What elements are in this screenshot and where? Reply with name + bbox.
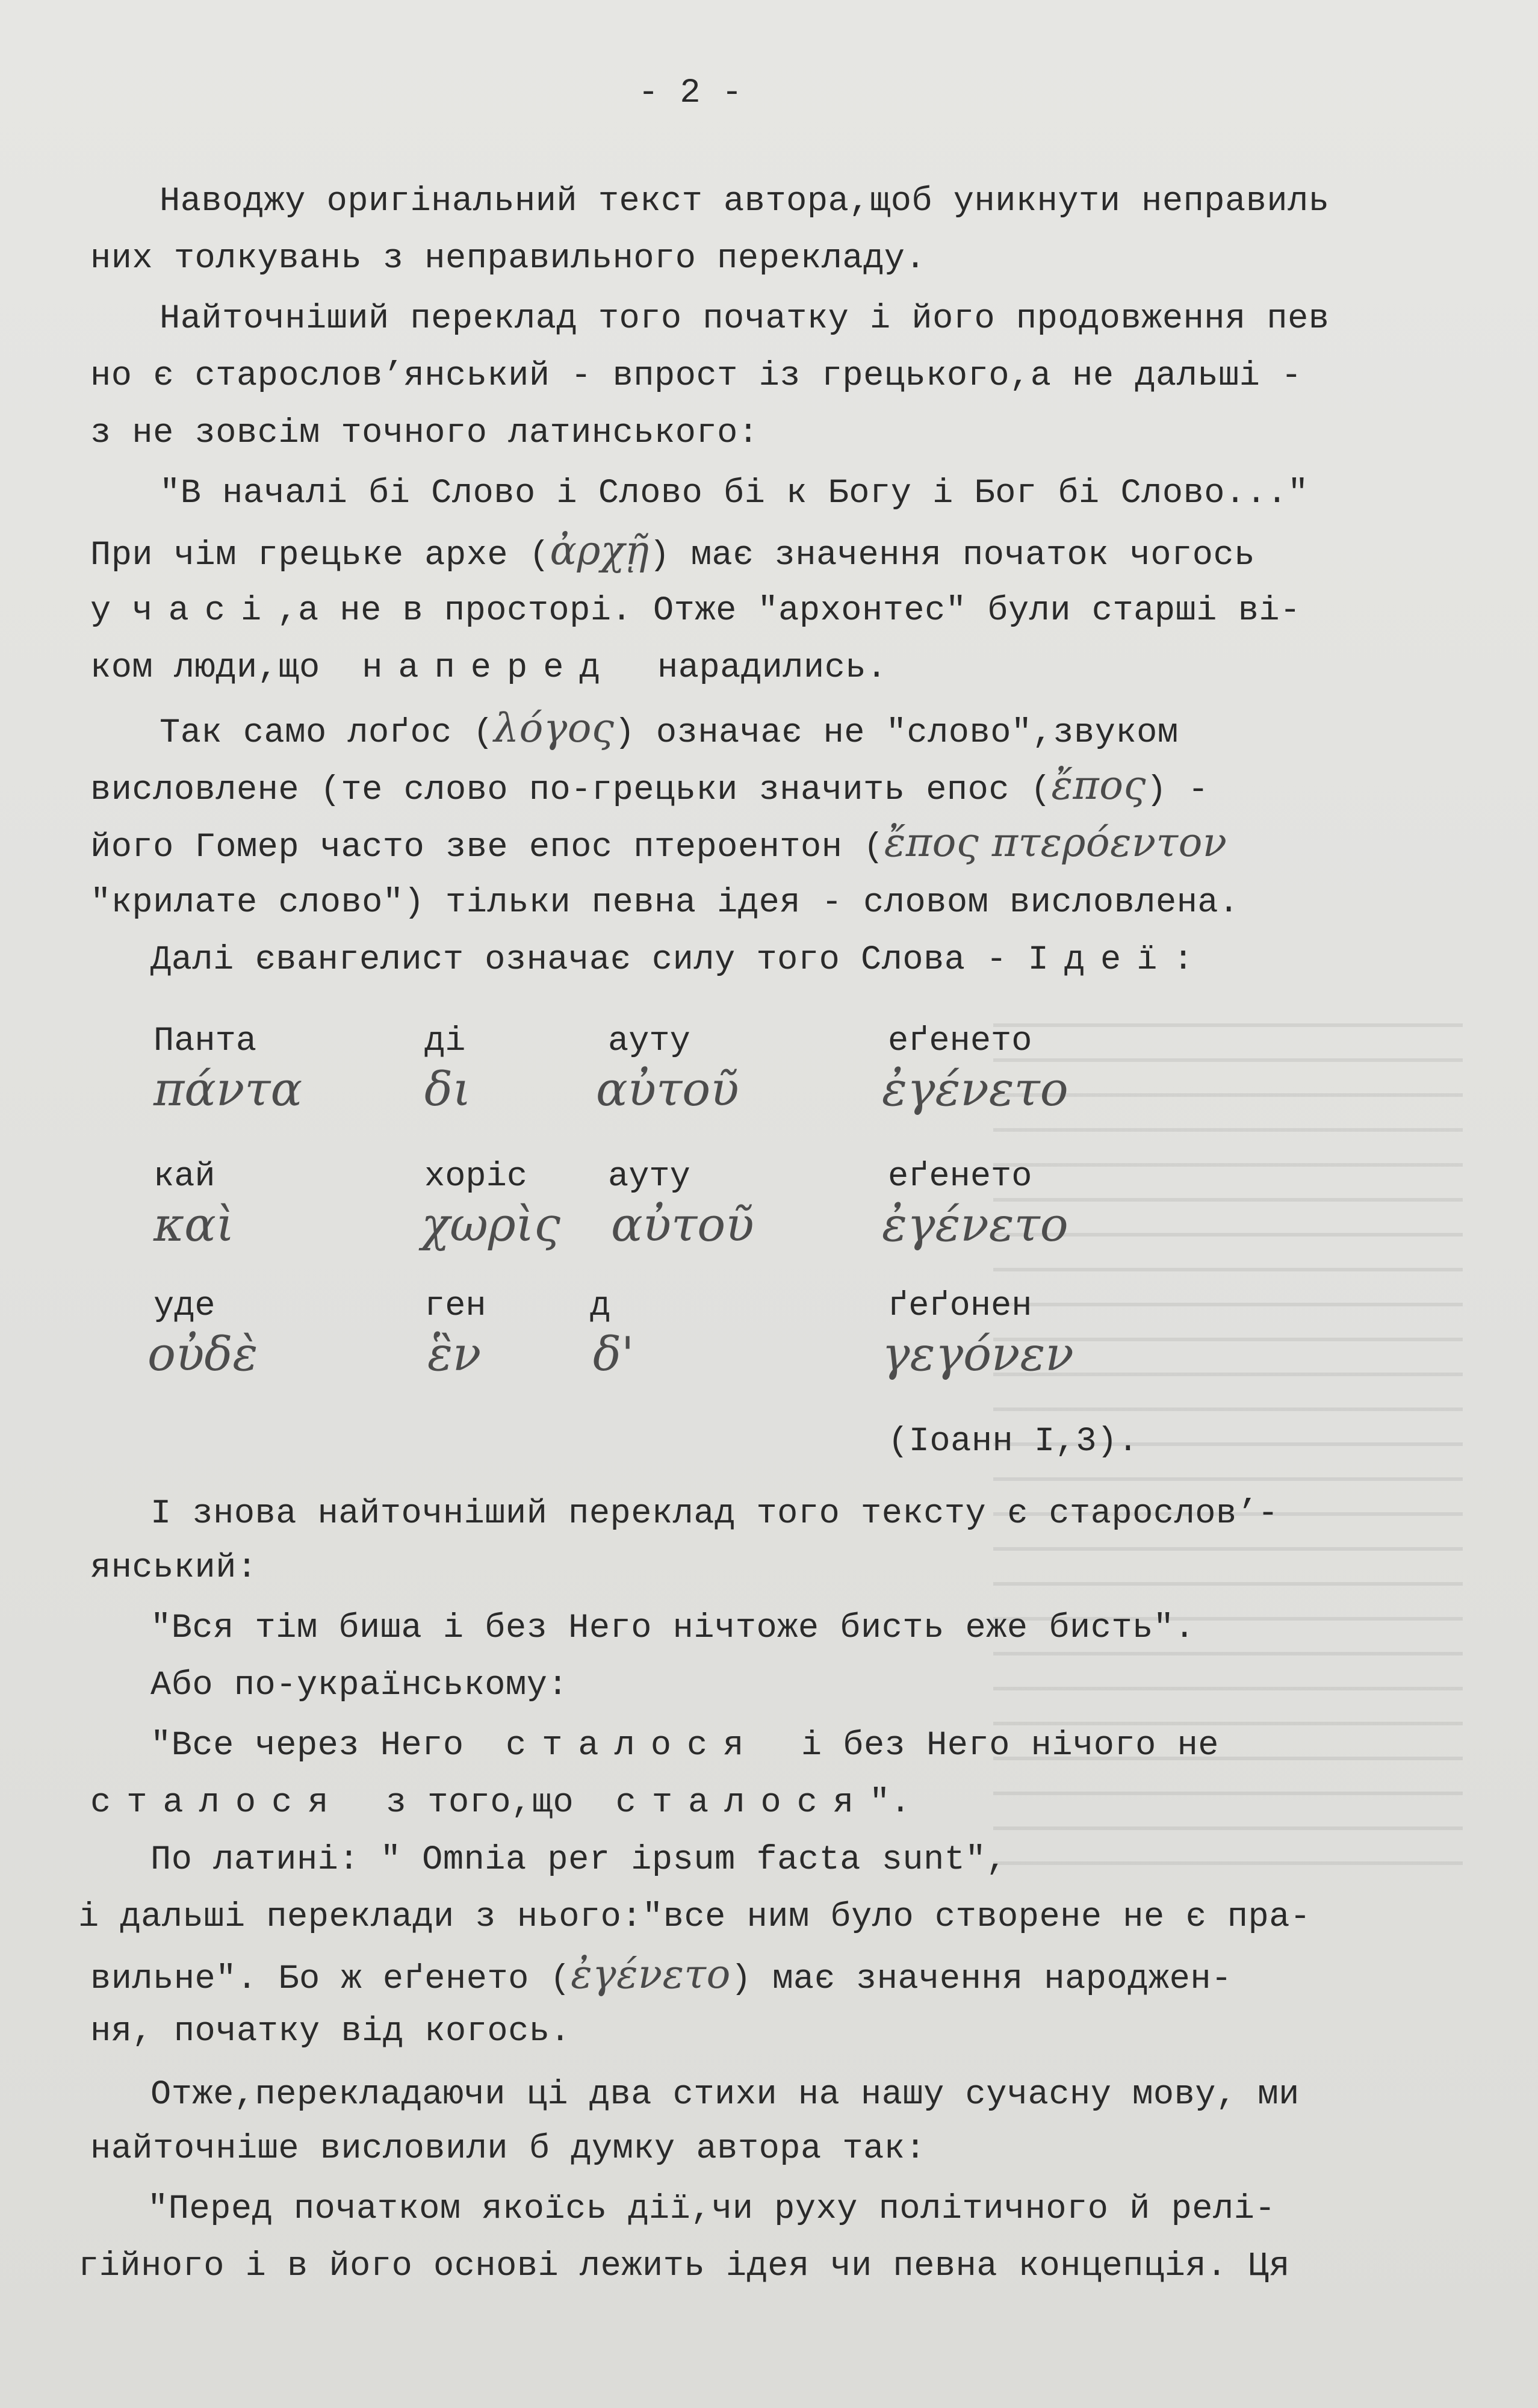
text-line: вильне". Бо ж еґенето (ἐγένετο) має значення народжен- bbox=[90, 1951, 1232, 1999]
text-line: янський: bbox=[90, 1549, 258, 1587]
greek-word: ἀρχῇ bbox=[550, 527, 650, 574]
text-line: І знова найточніший переклад того тексту є старослов’- bbox=[150, 1495, 1279, 1533]
translit-word: ді bbox=[424, 1022, 466, 1061]
greek-word: καὶ bbox=[153, 1198, 235, 1252]
greek-word: γεγόνεν bbox=[882, 1327, 1074, 1382]
greek-word: ἐγένετο bbox=[571, 1951, 731, 1997]
text-line: "Вся тім биша і без Него нічтоже бисть еже бисть". bbox=[150, 1609, 1195, 1648]
greek-word: αὐτοῦ bbox=[611, 1198, 754, 1252]
greek-word: χωρὶς bbox=[421, 1198, 560, 1252]
translit-word: Панта bbox=[153, 1022, 257, 1061]
translit-word: хоріс bbox=[424, 1158, 528, 1196]
text-line: висловлене (те слово по-грецьки значить епос (ἔπος) - bbox=[90, 762, 1209, 810]
citation: (Іоанн І,3). bbox=[888, 1423, 1139, 1461]
translit-word: ауту bbox=[608, 1022, 690, 1061]
text-line: них толкувань з неправильного перекладу. bbox=[90, 240, 926, 278]
greek-word: πάντα bbox=[153, 1063, 303, 1117]
text-line: гійного і в його основі лежить ідея чи певна концепція. Ця bbox=[78, 2247, 1290, 2286]
text-line: "Перед початком якоїсь дії,чи руху політичного й релі- bbox=[147, 2190, 1276, 2229]
text-line: у часі,а не в просторі. Отже "архонтес" були старші ві- bbox=[90, 592, 1301, 630]
text-line: При чім грецьке архе (ἀρχῇ) має значення початок чогось bbox=[90, 527, 1255, 575]
translit-word: д bbox=[590, 1287, 611, 1326]
text-line: Найточніший переклад того початку і його продовження пев bbox=[160, 300, 1330, 338]
text-line: "В началі бі Слово і Слово бі к Богу і Бог бі Слово..." bbox=[160, 474, 1309, 513]
text-line: його Гомер часто зве епос птероентон (ἔπος πτερόεντον bbox=[90, 819, 1227, 867]
greek-word: οὐδὲ bbox=[147, 1327, 258, 1382]
text-line: По латині: " Omnia per ipsum facta sunt", bbox=[150, 1841, 1007, 1879]
text-line: і дальші переклади з нього:"все ним було створене не є пра- bbox=[78, 1898, 1311, 1937]
translit-word: еґенето bbox=[888, 1022, 1032, 1061]
translit-word: уде bbox=[153, 1287, 216, 1326]
greek-word: ἓν bbox=[427, 1327, 482, 1382]
translit-word: еґенето bbox=[888, 1158, 1032, 1196]
text-line: ком люди,що наперед нарадились. bbox=[90, 649, 887, 687]
spaced-word: сталося bbox=[506, 1727, 760, 1765]
text-line: Так само лоґос (λόγος) означає не "слово",звуком bbox=[160, 705, 1179, 752]
greek-word: ἐγένετο bbox=[882, 1198, 1068, 1252]
translit-word: ауту bbox=[608, 1158, 690, 1196]
spaced-word: часі bbox=[132, 592, 278, 630]
text-line: Отже,перекладаючи ці два стихи на нашу сучасну мову, ми bbox=[150, 2076, 1300, 2114]
text-line: Або по-українському: bbox=[150, 1666, 569, 1705]
spaced-word: Ідеї bbox=[1028, 941, 1173, 979]
page-number: - 2 - bbox=[638, 74, 743, 113]
translit-word: кай bbox=[153, 1158, 216, 1196]
spaced-word: сталося bbox=[90, 1784, 344, 1822]
greek-word: δ' bbox=[593, 1327, 634, 1382]
translit-word: ген bbox=[424, 1287, 486, 1326]
text-line: ня, початку від когось. bbox=[90, 2012, 571, 2051]
text-line: "Все через Него сталося і без Него нічого не bbox=[150, 1727, 1219, 1765]
text-line: сталося з того,що сталося". bbox=[90, 1784, 911, 1822]
spaced-word: сталося bbox=[615, 1784, 870, 1822]
greek-word: δι bbox=[424, 1063, 471, 1117]
text-line: но є старослов’янський - впрост із грецького,а не дальші - bbox=[90, 357, 1302, 396]
translit-word: ґеґонен bbox=[888, 1287, 1032, 1326]
greek-word: αὐτοῦ bbox=[596, 1063, 739, 1117]
text-line: з не зовсім точного латинського: bbox=[90, 414, 759, 453]
text-line: Наводжу оригінальний текст автора,щоб уникнути неправиль bbox=[160, 182, 1330, 221]
spaced-word: наперед bbox=[362, 649, 616, 687]
text-line: "крилате слово") тільки певна ідея - словом висловлена. bbox=[90, 884, 1239, 922]
text-line: найточніше висловили б думку автора так: bbox=[90, 2130, 926, 2168]
greek-word: λόγος bbox=[494, 705, 615, 751]
greek-word: ἔπος πτερόεντον bbox=[884, 819, 1227, 866]
greek-word: ἐγένετο bbox=[882, 1063, 1068, 1117]
text-line: Далі євангелист означає силу того Слова - Ідеї: bbox=[150, 941, 1194, 979]
greek-word: ἔπος bbox=[1051, 762, 1146, 808]
